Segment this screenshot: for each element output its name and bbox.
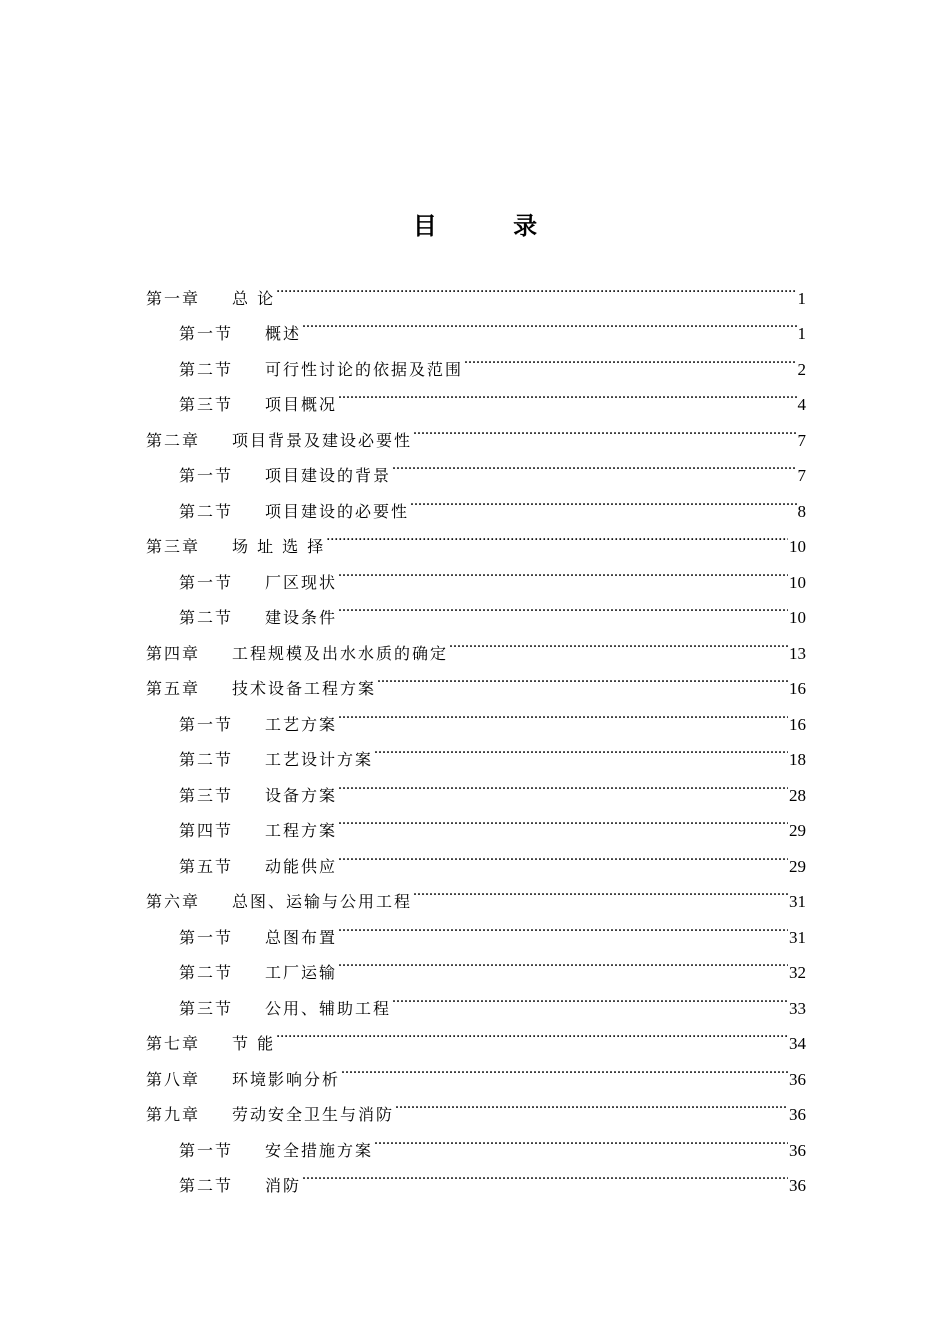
toc-entry-title: 工程方案 xyxy=(265,821,338,840)
toc-entry-title: 消防 xyxy=(265,1176,302,1195)
toc-entry-title: 项目概况 xyxy=(265,395,338,414)
toc-entry-number: 第一节 xyxy=(179,324,234,343)
toc-dot-leader xyxy=(326,517,788,553)
toc-page-number: 36 xyxy=(789,1069,806,1089)
toc-page-number: 36 xyxy=(789,1140,806,1160)
toc-entry-number: 第一节 xyxy=(179,572,234,592)
toc-entry-title: 设备方案 xyxy=(265,785,338,805)
toc-page-number: 36 xyxy=(789,1105,806,1124)
toc-page-number: 36 xyxy=(789,1176,806,1195)
toc-entry-title: 项目建设的必要性 xyxy=(265,501,410,521)
toc-entry-title: 工艺方案 xyxy=(265,714,338,734)
toc-page-number: 10 xyxy=(789,537,806,556)
toc-page-number: 31 xyxy=(789,927,806,947)
toc-page-number: 7 xyxy=(797,466,806,485)
toc-dot-leader xyxy=(276,268,796,304)
toc-dot-leader xyxy=(338,694,788,730)
toc-entry-number: 第八章 xyxy=(146,1069,201,1089)
toc-dot-leader xyxy=(338,836,788,872)
toc-entry-title: 场 址 选 择 xyxy=(232,537,326,556)
toc-entry-number: 第三章 xyxy=(146,537,201,556)
toc-page-number: 2 xyxy=(797,359,806,379)
toc-page-number: 8 xyxy=(797,501,806,521)
toc-dot-leader xyxy=(338,801,788,837)
toc-entry-number: 第二节 xyxy=(179,359,234,379)
toc-entry-title: 概述 xyxy=(265,324,302,343)
toc-page-number: 10 xyxy=(789,608,806,627)
toc-entry-title: 安全措施方案 xyxy=(265,1140,374,1160)
toc-page-number: 31 xyxy=(789,892,806,911)
toc-entry-number: 第七章 xyxy=(146,1034,201,1053)
toc-entry-number: 第二节 xyxy=(179,963,234,982)
toc-dot-leader xyxy=(413,872,788,908)
toc-entry-title: 工程规模及出水水质的确定 xyxy=(232,643,449,663)
toc-entry-title: 建设条件 xyxy=(265,608,338,627)
toc-dot-leader xyxy=(449,623,788,659)
toc-page-number: 18 xyxy=(789,750,806,769)
toc-dot-leader xyxy=(338,943,788,979)
toc-entry-number: 第一章 xyxy=(146,288,201,308)
toc-entry-number: 第五节 xyxy=(179,856,234,876)
toc-chapter-entry[interactable] xyxy=(146,268,806,308)
toc-page-number: 16 xyxy=(789,714,806,734)
toc-entry-title: 厂区现状 xyxy=(265,572,338,592)
toc-dot-leader xyxy=(338,552,788,588)
toc-entry-number: 第九章 xyxy=(146,1105,201,1124)
toc-entry-number: 第四章 xyxy=(146,643,201,663)
toc-entry-title: 环境影响分析 xyxy=(232,1069,341,1089)
toc-dot-leader xyxy=(392,978,788,1014)
toc-entry-title: 总 论 xyxy=(232,288,276,308)
toc-entry-title: 总图、运输与公用工程 xyxy=(232,892,413,911)
toc-page-number: 1 xyxy=(797,324,806,343)
toc-dot-leader xyxy=(338,375,796,411)
toc-dot-leader xyxy=(276,1014,788,1050)
toc-page-number: 32 xyxy=(789,963,806,982)
toc-entry-number: 第二节 xyxy=(179,1176,234,1195)
toc-entry-number: 第四节 xyxy=(179,821,234,840)
toc-dot-leader xyxy=(341,1049,788,1085)
toc-entry-title: 劳动安全卫生与消防 xyxy=(232,1105,395,1124)
toc-page-number: 10 xyxy=(789,572,806,592)
toc-entry-number: 第一节 xyxy=(179,714,234,734)
toc-entry-title: 技术设备工程方案 xyxy=(232,679,377,698)
toc-page-number: 13 xyxy=(789,643,806,663)
toc-entry-title: 节 能 xyxy=(232,1034,276,1053)
toc-entry-number: 第二节 xyxy=(179,750,234,769)
toc-entry-title: 总图布置 xyxy=(265,927,338,947)
toc-entry-title: 工艺设计方案 xyxy=(265,750,374,769)
toc-page-number: 33 xyxy=(789,998,806,1018)
toc-dot-leader xyxy=(302,1156,788,1192)
toc-entry-number: 第三节 xyxy=(179,395,234,414)
toc-entry-number: 第六章 xyxy=(146,892,201,911)
toc-entry-number: 第二节 xyxy=(179,501,234,521)
toc-page-number: 7 xyxy=(797,430,806,450)
toc-entry-number: 第三节 xyxy=(179,785,234,805)
toc-page-number: 34 xyxy=(789,1034,806,1053)
toc-page-number: 16 xyxy=(789,679,806,698)
toc-entry-number: 第一节 xyxy=(179,1140,234,1160)
toc-entry-title: 公用、辅助工程 xyxy=(265,998,392,1018)
toc-dot-leader xyxy=(392,446,796,482)
toc-page-number: 29 xyxy=(789,821,806,840)
toc-dot-leader xyxy=(302,304,796,340)
toc-entry-number: 第三节 xyxy=(179,998,234,1018)
toc-dot-leader xyxy=(395,1085,788,1121)
toc-entry-number: 第二节 xyxy=(179,608,234,627)
toc-dot-leader xyxy=(338,765,788,801)
toc-entry-title: 项目背景及建设必要性 xyxy=(232,430,413,450)
toc-entry-title: 动能供应 xyxy=(265,856,338,876)
toc-entry-number: 第二章 xyxy=(146,430,201,450)
toc-page-number: 4 xyxy=(797,395,806,414)
toc-entry-number: 第一节 xyxy=(179,466,234,485)
toc-page-number: 29 xyxy=(789,856,806,876)
toc-entry-title: 工厂运输 xyxy=(265,963,338,982)
toc-entry-number: 第一节 xyxy=(179,927,234,947)
toc-entry-title: 项目建设的背景 xyxy=(265,466,392,485)
page-title: 目 录 xyxy=(412,212,572,240)
toc-entry-number: 第五章 xyxy=(146,679,201,698)
toc-page-number: 28 xyxy=(789,785,806,805)
toc-dot-leader xyxy=(377,659,788,695)
toc-dot-leader xyxy=(410,481,796,517)
toc-entry-title: 可行性讨论的依据及范围 xyxy=(265,359,464,379)
table-of-contents xyxy=(146,268,806,1195)
toc-page-number: 1 xyxy=(797,288,806,308)
toc-dot-leader xyxy=(374,1120,788,1156)
toc-dot-leader xyxy=(413,410,796,446)
toc-dot-leader xyxy=(338,588,788,624)
toc-dot-leader xyxy=(464,339,796,375)
toc-dot-leader xyxy=(374,730,788,766)
toc-dot-leader xyxy=(338,907,788,943)
